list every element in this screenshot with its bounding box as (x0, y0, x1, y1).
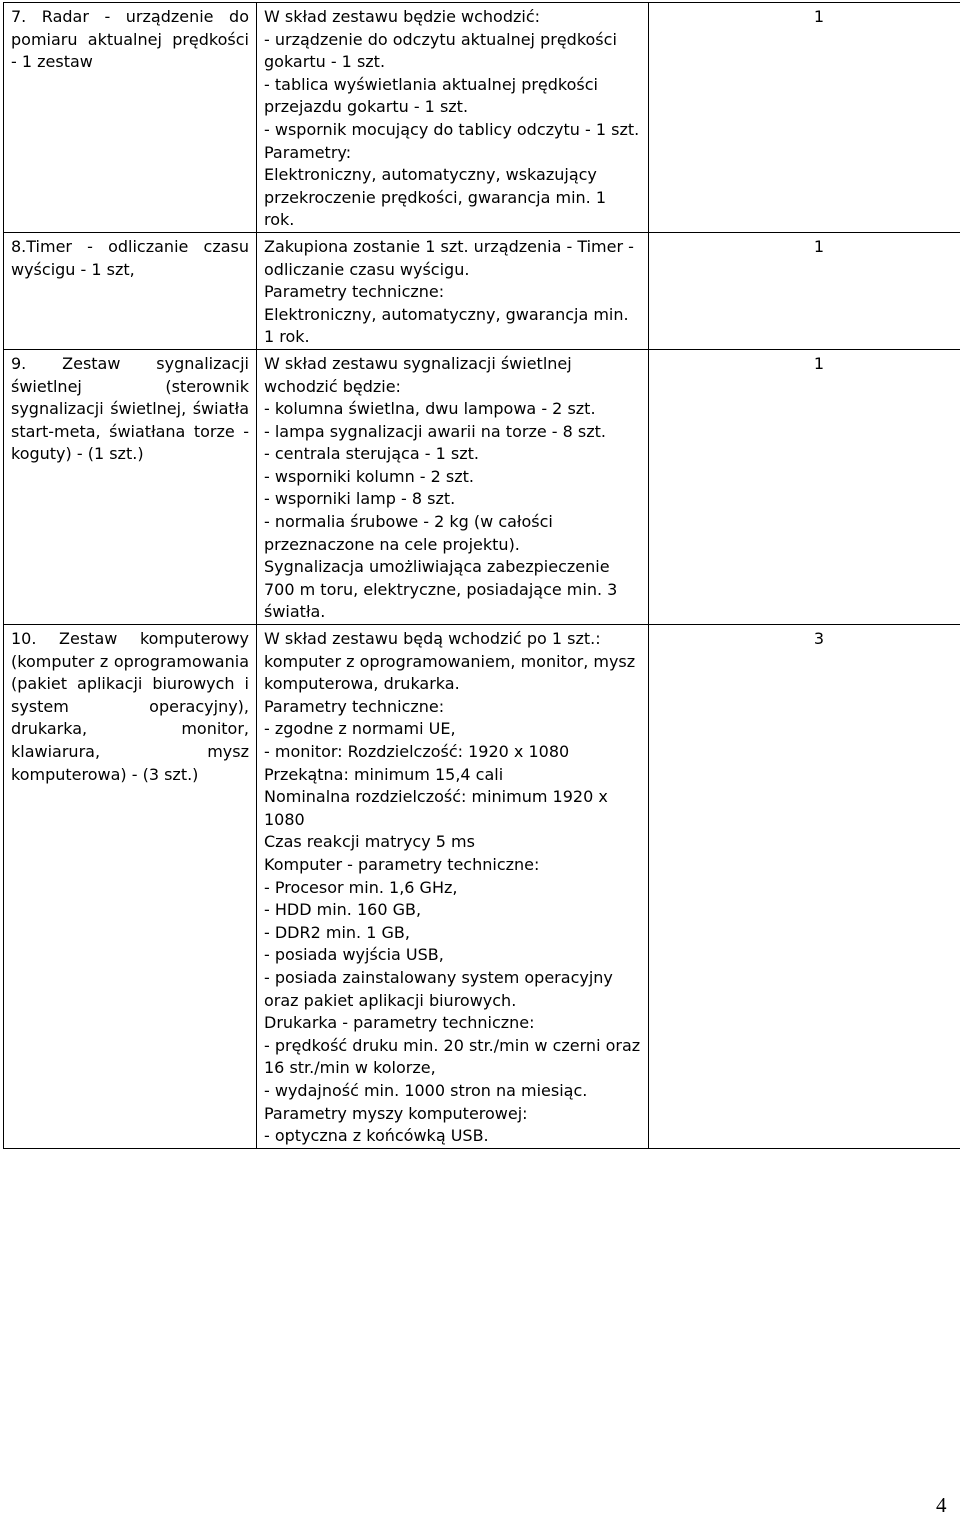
item-description-cell (257, 3, 649, 233)
item-quantity-cell (649, 232, 960, 349)
page-number: 4 (936, 1493, 947, 1518)
description-line: - posiada wyjścia USB, (264, 944, 641, 967)
description-line: - prędkość druku min. 20 str./min w czerni oraz 16 str./min w kolorze, (264, 1035, 641, 1080)
description-line: - monitor: Rozdzielczość: 1920 x 1080 (264, 741, 641, 764)
table-row (4, 3, 960, 233)
description-line: Czas reakcji matrycy 5 ms (264, 831, 641, 854)
description-line: Parametry techniczne: (264, 281, 641, 304)
table-row (4, 349, 960, 624)
description-line: Przekątna: minimum 15,4 cali (264, 764, 641, 787)
item-quantity-cell (649, 3, 960, 233)
description-line: - wspornik mocujący do tablicy odczytu - 1 szt. (264, 119, 641, 142)
item-quantity: 1 (814, 7, 824, 26)
item-name-cell (4, 625, 257, 1149)
item-quantity: 1 (814, 354, 824, 373)
item-name: 7. Radar - urządzenie do pomiaru aktualnej prędkości - 1 zestaw (11, 7, 249, 71)
description-line: Parametry myszy komputerowej: (264, 1103, 641, 1126)
item-name: 10. Zestaw komputerowy (komputer z oprogramowania (pakiet aplikacji biurowych i system operacyjny), drukarka, monitor, klawiarura, mysz komputerowa) - (3 szt.) (11, 629, 249, 784)
table-row (4, 625, 960, 1149)
description-line: - urządzenie do odczytu aktualnej prędkości gokartu - 1 szt. (264, 29, 641, 74)
description-line: - posiada zainstalowany system operacyjny oraz pakiet aplikacji biurowych. (264, 967, 641, 1012)
description-line: - kolumna świetlna, dwu lampowa - 2 szt. (264, 398, 641, 421)
description-line: komputer z oprogramowaniem, monitor, mysz komputerowa, drukarka. (264, 651, 641, 696)
description-line: Nominalna rozdzielczość: minimum 1920 x 1080 (264, 786, 641, 831)
item-quantity: 1 (814, 237, 824, 256)
description-line: - centrala sterująca - 1 szt. (264, 443, 641, 466)
specification-table-body (4, 3, 960, 1149)
description-line: Elektroniczny, automatyczny, wskazujący przekroczenie prędkości, gwarancja min. 1 rok. (264, 164, 641, 232)
description-line: Parametry techniczne: (264, 696, 641, 719)
description-line: Sygnalizacja umożliwiająca zabezpieczenie 700 m toru, elektryczne, posiadające min. 3 światła. (264, 556, 641, 624)
description-line: - wsporniki lamp - 8 szt. (264, 488, 641, 511)
description-line: - wsporniki kolumn - 2 szt. (264, 466, 641, 489)
description-line: Parametry: (264, 142, 641, 165)
item-quantity-cell (649, 625, 960, 1149)
item-name-cell (4, 232, 257, 349)
description-line: - HDD min. 160 GB, (264, 899, 641, 922)
item-description-cell (257, 625, 649, 1149)
description-line: Elektroniczny, automatyczny, gwarancja min. 1 rok. (264, 304, 641, 349)
description-line: - lampa sygnalizacji awarii na torze - 8 szt. (264, 421, 641, 444)
item-quantity: 3 (814, 629, 824, 648)
description-line: - DDR2 min. 1 GB, (264, 922, 641, 945)
description-line: W skład zestawu będą wchodzić po 1 szt.: (264, 628, 641, 651)
item-description-cell (257, 232, 649, 349)
description-line: - Procesor min. 1,6 GHz, (264, 877, 641, 900)
item-name: 9. Zestaw sygnalizacji świetlnej (sterownik sygnalizacji świetlnej, światła start-meta, światłana torze - koguty) - (1 szt.) (11, 354, 249, 463)
item-name-cell (4, 349, 257, 624)
description-line: - normalia śrubowe - 2 kg (w całości (264, 511, 641, 534)
description-line: W skład zestawu będzie wchodzić: (264, 6, 641, 29)
item-name-cell (4, 3, 257, 233)
description-line: - wydajność min. 1000 stron na miesiąc. (264, 1080, 641, 1103)
description-line: Zakupiona zostanie 1 szt. urządzenia - Timer -odliczanie czasu wyścigu. (264, 236, 641, 281)
description-line: - optyczna z końcówką USB. (264, 1125, 641, 1148)
table-row (4, 232, 960, 349)
specification-table (3, 2, 960, 1149)
item-quantity-cell (649, 349, 960, 624)
item-name: 8.Timer - odliczanie czasu wyścigu - 1 szt, (11, 237, 249, 279)
description-line: - tablica wyświetlania aktualnej prędkości przejazdu gokartu - 1 szt. (264, 74, 641, 119)
description-line: Drukarka - parametry techniczne: (264, 1012, 641, 1035)
description-line: W skład zestawu sygnalizacji świetlnej wchodzić będzie: (264, 353, 641, 398)
description-line: przeznaczone na cele projektu). (264, 534, 641, 557)
description-line: Komputer - parametry techniczne: (264, 854, 641, 877)
description-line: - zgodne z normami UE, (264, 718, 641, 741)
item-description-cell (257, 349, 649, 624)
